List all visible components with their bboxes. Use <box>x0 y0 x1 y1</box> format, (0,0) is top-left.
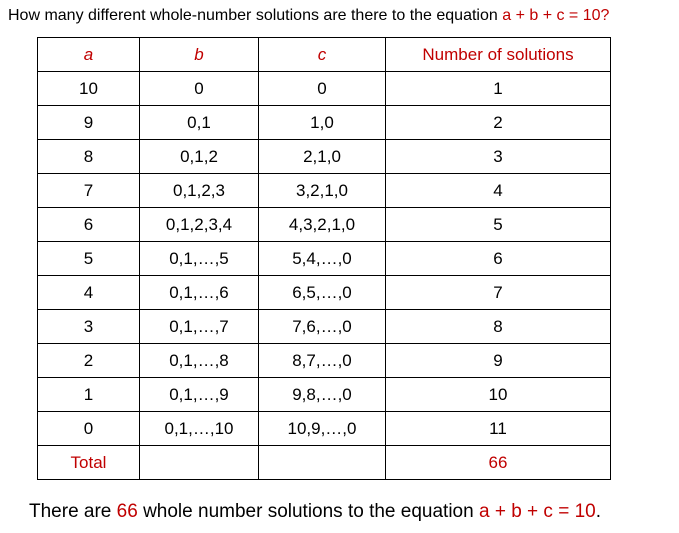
cell-a: 3 <box>38 310 140 344</box>
cell-b: 0,1,…,9 <box>140 378 259 412</box>
conclusion-part2: whole number solutions to the equation <box>137 501 479 522</box>
conclusion-count: 66 <box>116 501 138 522</box>
cell-count: 9 <box>386 344 611 378</box>
cell-c: 4,3,2,1,0 <box>259 208 386 242</box>
cell-c: 2,1,0 <box>259 140 386 174</box>
cell-b: 0,1,2,3,4 <box>140 208 259 242</box>
header-b: b <box>140 38 259 72</box>
cell-b: 0 <box>140 72 259 106</box>
cell-b: 0,1,…,7 <box>140 310 259 344</box>
cell-a: 1 <box>38 378 140 412</box>
header-a: a <box>38 38 140 72</box>
cell-a: 10 <box>38 72 140 106</box>
cell-count: 11 <box>386 412 611 446</box>
cell-a: 0 <box>38 412 140 446</box>
cell-c: 5,4,…,0 <box>259 242 386 276</box>
table-row <box>38 378 611 412</box>
cell-count: 2 <box>386 106 611 140</box>
cell-count: 6 <box>386 242 611 276</box>
header-c: c <box>259 38 386 72</box>
cell-c: 1,0 <box>259 106 386 140</box>
conclusion-equation: a + b + c = 10 <box>478 501 596 522</box>
cell-b: 0,1,…,8 <box>140 344 259 378</box>
table-row <box>38 72 611 106</box>
cell-a: 4 <box>38 276 140 310</box>
conclusion-part1: There are <box>29 501 117 522</box>
cell-b: 0,1 <box>140 106 259 140</box>
question-text <box>8 6 609 26</box>
conclusion-end: . <box>595 501 601 522</box>
cell-a: 5 <box>38 242 140 276</box>
cell-b: 0,1,2,3 <box>140 174 259 208</box>
table-row <box>38 106 611 140</box>
cell-c: 7,6,…,0 <box>259 310 386 344</box>
solutions-table <box>37 37 611 480</box>
cell-count: 5 <box>386 208 611 242</box>
table-row <box>38 174 611 208</box>
cell-a: 6 <box>38 208 140 242</box>
cell-count: 3 <box>386 140 611 174</box>
table-row <box>38 140 611 174</box>
cell-c: 0 <box>259 72 386 106</box>
cell-a: 8 <box>38 140 140 174</box>
cell-count: 1 <box>386 72 611 106</box>
cell-c: 6,5,…,0 <box>259 276 386 310</box>
header-number-of-solutions: Number of solutions <box>386 38 611 72</box>
conclusion-text <box>29 500 601 524</box>
cell-count: 4 <box>386 174 611 208</box>
table-row <box>38 310 611 344</box>
cell-b: 0,1,…,6 <box>140 276 259 310</box>
total-empty-cell <box>140 446 259 480</box>
total-value: 66 <box>386 446 611 480</box>
cell-a: 2 <box>38 344 140 378</box>
cell-count: 8 <box>386 310 611 344</box>
table-row <box>38 276 611 310</box>
cell-count: 7 <box>386 276 611 310</box>
cell-a: 9 <box>38 106 140 140</box>
cell-c: 10,9,…,0 <box>259 412 386 446</box>
cell-b: 0,1,2 <box>140 140 259 174</box>
table-row <box>38 344 611 378</box>
total-row <box>38 446 611 480</box>
cell-a: 7 <box>38 174 140 208</box>
question-equation: a + b + c = 10? <box>502 7 610 24</box>
table-row <box>38 208 611 242</box>
table-header-row <box>38 38 611 72</box>
cell-count: 10 <box>386 378 611 412</box>
cell-c: 3,2,1,0 <box>259 174 386 208</box>
cell-c: 8,7,…,0 <box>259 344 386 378</box>
table-row <box>38 412 611 446</box>
table-row <box>38 242 611 276</box>
total-label: Total <box>38 446 140 480</box>
total-empty-cell <box>259 446 386 480</box>
cell-c: 9,8,…,0 <box>259 378 386 412</box>
cell-b: 0,1,…,5 <box>140 242 259 276</box>
cell-b: 0,1,…,10 <box>140 412 259 446</box>
question-prefix: How many different whole-number solutions are there to the equation <box>8 7 503 24</box>
